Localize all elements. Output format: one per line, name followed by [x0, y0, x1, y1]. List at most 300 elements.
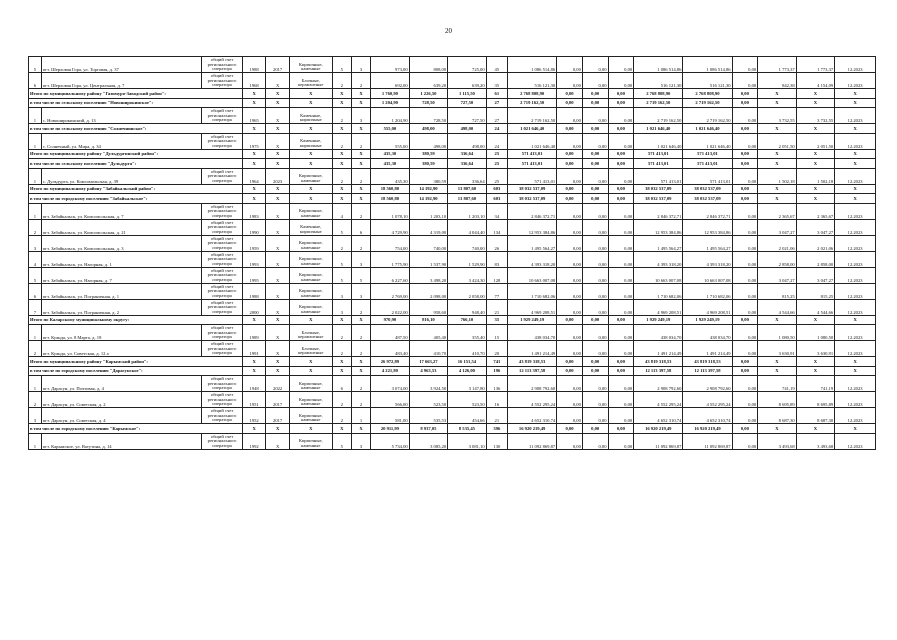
table-cell: 0,00	[732, 424, 758, 434]
table-cell: 21	[486, 299, 507, 315]
table-cell: 741,19	[758, 376, 797, 392]
table-cell: 3 493,68	[796, 433, 835, 449]
table-cell: 6 227,60	[371, 267, 410, 283]
table-row	[29, 376, 876, 392]
summary-row	[29, 159, 876, 169]
table-cell: 380,59	[409, 168, 448, 184]
table-cell: 0,00	[557, 133, 583, 149]
table-cell: 1964	[242, 168, 266, 184]
table-cell: 12.2023	[835, 73, 876, 89]
table-cell: X	[242, 357, 266, 367]
table-cell: 725,00	[448, 57, 487, 73]
summary-row	[29, 184, 876, 194]
table-cell: 15	[486, 325, 507, 341]
table-cell: 1975	[242, 133, 266, 149]
table-cell: X	[758, 357, 797, 367]
table-cell: 571 413,01	[508, 149, 557, 159]
summary-row	[29, 424, 876, 434]
table-cell: X	[266, 133, 290, 149]
table-cell: 1 021 646,40	[683, 133, 732, 149]
summary-label: в том числе по сельскому поселению "Солнечнинское":	[29, 124, 243, 134]
table-cell: X	[266, 235, 290, 251]
table-cell: X	[835, 366, 876, 376]
table-cell: 2	[29, 341, 42, 357]
table-cell: 13 807,60	[448, 194, 487, 204]
table-cell: 0,00	[582, 73, 608, 89]
table-cell: 6	[29, 73, 42, 89]
table-cell: 0,00	[557, 283, 583, 299]
table-cell: 0,00	[608, 341, 634, 357]
table-cell: 11 092 869,87	[683, 433, 732, 449]
table-cell: 1948	[242, 376, 266, 392]
table-cell: 0,00	[608, 283, 634, 299]
table-cell: 1952	[242, 408, 266, 424]
table-cell: X	[266, 108, 290, 124]
table-cell: 405,40	[409, 325, 448, 341]
table-cell: 523,50	[409, 392, 448, 408]
table-cell: 134	[486, 219, 507, 235]
table-cell: 26	[486, 235, 507, 251]
summary-label: в том числе по городскому поселению "Забайкальское":	[29, 194, 243, 204]
table-cell: Каменные, кирпичные	[289, 108, 332, 124]
table-cell: 0,00	[732, 184, 758, 194]
table-cell: общий счет регионального оператора	[202, 408, 243, 424]
table-cell: 438 034,70	[683, 325, 732, 341]
table-cell: 6	[332, 376, 351, 392]
table-cell: 0,00	[557, 98, 583, 108]
table-cell: 2	[332, 235, 351, 251]
table-cell: 0,00	[732, 341, 758, 357]
table-cell: 0,00	[732, 73, 758, 89]
table-cell: X	[758, 89, 797, 99]
table-cell: 3 732,55	[758, 108, 797, 124]
table-cell: 0,00	[732, 194, 758, 204]
table-cell: X	[835, 357, 876, 367]
table-cell: 3	[351, 433, 370, 449]
table-cell: 3	[351, 251, 370, 267]
table-cell: 8 937,05	[409, 424, 448, 434]
table-cell: 4 044,40	[448, 219, 487, 235]
table-row	[29, 325, 876, 341]
table-cell: 3 493,68	[758, 433, 797, 449]
table-cell: 0,00	[608, 424, 634, 434]
table-cell: 2000	[242, 299, 266, 315]
table-cell: 571 413,01	[508, 168, 557, 184]
table-cell: 571 413,01	[508, 159, 557, 169]
table-cell: пгт. Шерловая Гора, ул. Центральная, д. 7	[41, 73, 201, 89]
table-cell: общий счет регионального оператора	[202, 203, 243, 219]
table-cell: 0,00	[732, 89, 758, 99]
table-cell: 2	[332, 133, 351, 149]
table-cell: X	[289, 366, 332, 376]
table-cell: 603	[486, 194, 507, 204]
table-cell: X	[266, 89, 290, 99]
table-cell: X	[242, 89, 266, 99]
table-cell: 2	[29, 219, 42, 235]
table-cell: X	[266, 433, 290, 449]
table-cell: 1	[29, 133, 42, 149]
table-cell: 16 920 219,49	[683, 424, 732, 434]
table-cell: 0,00	[732, 408, 758, 424]
table-cell: 2 365,67	[758, 203, 797, 219]
table-cell: 0,00	[732, 98, 758, 108]
summary-row	[29, 357, 876, 367]
table-cell: 1 021 646,40	[508, 133, 557, 149]
table-cell: 0,00	[557, 376, 583, 392]
table-cell: 483,40	[371, 341, 410, 357]
table-cell: Блочные, керамзитные	[289, 325, 332, 341]
table-cell: 3 047,27	[758, 267, 797, 283]
table-cell: 0,00	[557, 267, 583, 283]
table-cell: 38 032 537,09	[508, 184, 557, 194]
table-cell: X	[266, 194, 290, 204]
table-row	[29, 408, 876, 424]
table-cell: 4 969 208,51	[683, 299, 732, 315]
table-cell: 77	[486, 283, 507, 299]
table-cell: 0,00	[608, 219, 634, 235]
table-cell: 0,00	[732, 168, 758, 184]
table-cell: 1995	[242, 267, 266, 283]
table-cell: 1	[351, 408, 370, 424]
table-row	[29, 392, 876, 408]
table-cell: общий счет регионального оператора	[202, 325, 243, 341]
table-cell: Каменные, кирпичные	[289, 219, 332, 235]
table-cell: X	[242, 194, 266, 204]
table-cell: X	[758, 159, 797, 169]
table-cell: 0,00	[557, 357, 583, 367]
table-cell: 12 113 397,58	[634, 366, 683, 376]
table-cell: 2 846 372,71	[508, 203, 557, 219]
table-cell: общий счет регионального оператора	[202, 251, 243, 267]
table-cell: 1 086 514,86	[683, 57, 732, 73]
table-cell: X	[332, 315, 351, 325]
table-cell: 11 092 869,87	[508, 433, 557, 449]
table-cell: 1 226,50	[409, 89, 448, 99]
table-cell: 487,50	[371, 325, 410, 341]
table-cell: 0,00	[732, 149, 758, 159]
table-cell: X	[289, 149, 332, 159]
table-cell: 4 652 310,74	[634, 408, 683, 424]
table-cell: X	[242, 98, 266, 108]
table-cell: 0,00	[732, 133, 758, 149]
table-cell: 1965	[242, 108, 266, 124]
table-cell: 5	[332, 57, 351, 73]
table-cell: Блочные, керамзитные	[289, 341, 332, 357]
table-cell: 4 969 208,51	[634, 299, 683, 315]
table-row	[29, 108, 876, 124]
table-cell: 2022	[266, 376, 290, 392]
table-cell: 3	[332, 283, 351, 299]
table-cell: Кирпичные, каменные	[289, 392, 332, 408]
table-cell: 8 535,45	[448, 424, 487, 434]
table-cell: 355,40	[448, 325, 487, 341]
table-cell: 5	[29, 267, 42, 283]
table-cell: 1 021 646,40	[634, 133, 683, 149]
table-cell: 0,00	[582, 433, 608, 449]
table-cell: 336,64	[448, 159, 487, 169]
summary-label: Итого по Каларскому муниципальному округу:	[29, 315, 243, 325]
table-cell: 2	[351, 299, 370, 315]
table-cell: 3 085,20	[409, 433, 448, 449]
table-cell: 948,40	[448, 299, 487, 315]
table-cell: 12.2023	[835, 325, 876, 341]
table-cell: 692,00	[371, 73, 410, 89]
table-cell: 128	[486, 267, 507, 283]
table-cell: X	[796, 357, 835, 367]
table-cell: 0,00	[608, 194, 634, 204]
table-cell: X	[266, 357, 290, 367]
table-cell: 0,00	[608, 267, 634, 283]
table-cell: 38 032 537,09	[634, 194, 683, 204]
table-cell: 38 032 537,09	[683, 194, 732, 204]
table-row	[29, 203, 876, 219]
table-cell: 498,00	[448, 124, 487, 134]
table-cell: 740,00	[448, 235, 487, 251]
table-cell: 1988	[242, 283, 266, 299]
table-cell: 2 908 792,60	[508, 376, 557, 392]
table-cell: 0,00	[732, 392, 758, 408]
table-cell: 2 908 792,60	[683, 376, 732, 392]
table-cell: X	[351, 315, 370, 325]
table-cell: 5	[351, 267, 370, 283]
table-cell: 0,00	[608, 235, 634, 251]
table-cell: X	[332, 424, 351, 434]
table-cell: 4 963,53	[409, 366, 448, 376]
table-cell: 741	[486, 357, 507, 367]
table-cell: 1983	[242, 203, 266, 219]
table-cell: 8 687,30	[796, 408, 835, 424]
table-cell: 4 652 310,74	[683, 408, 732, 424]
table-cell: 1 021 646,40	[683, 124, 732, 134]
table-cell: 0,00	[608, 133, 634, 149]
table-cell: X	[758, 424, 797, 434]
table-cell: 1	[29, 376, 42, 392]
table-cell: 4 393 318,20	[508, 251, 557, 267]
table-cell: 4 552 295,24	[634, 392, 683, 408]
table-cell: 0,00	[608, 108, 634, 124]
table-cell: 1	[29, 168, 42, 184]
table-cell: 3 047,27	[796, 219, 835, 235]
table-cell: 1993	[242, 251, 266, 267]
table-cell: 2 768 808,90	[508, 89, 557, 99]
table-cell: 1 491 214,49	[508, 341, 557, 357]
table-cell: 0,00	[557, 159, 583, 169]
table-cell: 3 147,80	[448, 376, 487, 392]
table-cell: 728,50	[409, 98, 448, 108]
table-cell: 0,00	[582, 57, 608, 73]
table-cell: 0,00	[557, 424, 583, 434]
table-cell: X	[266, 283, 290, 299]
table-cell: 0,00	[582, 408, 608, 424]
table-cell: 0,00	[608, 149, 634, 159]
table-cell: 0,00	[732, 299, 758, 315]
table-cell: 4 552 295,24	[683, 392, 732, 408]
summary-label: Итого по муниципальному району "Дульдургинский район":	[29, 149, 243, 159]
summary-label: в том числе по сельскому поселению "Дульдурга":	[29, 159, 243, 169]
table-cell: 0,00	[732, 357, 758, 367]
table-cell: 1989	[242, 325, 266, 341]
table-cell: 1 929 249,19	[683, 315, 732, 325]
table-cell: 18 560,80	[371, 194, 410, 204]
table-cell: пгт. Карымское, ул. Ватутина, д. 14	[41, 433, 201, 449]
table-cell: 1	[29, 433, 42, 449]
table-cell: 0,00	[557, 219, 583, 235]
table-cell: Кирпичные, каменные	[289, 267, 332, 283]
table-cell: 2017	[266, 392, 290, 408]
table-cell: с. Солнечный, ул. Мира, д. 34	[41, 133, 201, 149]
table-cell: 12.2023	[835, 283, 876, 299]
table-cell: Кирпичные, каменные	[289, 235, 332, 251]
table-cell: X	[835, 149, 876, 159]
table-cell: 0,00	[557, 149, 583, 159]
table-cell: 1 929 249,19	[508, 315, 557, 325]
summary-row	[29, 194, 876, 204]
table-cell: 0,00	[557, 168, 583, 184]
table-cell: X	[266, 124, 290, 134]
table-cell: общий счет регионального оператора	[202, 133, 243, 149]
table-cell: 555,00	[371, 133, 410, 149]
table-cell: 0,00	[582, 108, 608, 124]
table-cell: 0,00	[608, 57, 634, 73]
table-cell: 4 393 318,20	[634, 251, 683, 267]
table-cell: X	[332, 98, 351, 108]
table-cell: 0,00	[608, 124, 634, 134]
table-cell: 0,00	[582, 133, 608, 149]
table-row	[29, 219, 876, 235]
table-cell: пгт. Куанда, ул. Советская, д. 12 а	[41, 341, 201, 357]
table-cell: 435,30	[371, 159, 410, 169]
table-cell: 0,00	[557, 235, 583, 251]
table-cell: общий счет регионального оператора	[202, 283, 243, 299]
table-cell: 0,00	[582, 159, 608, 169]
table-cell: 5	[29, 57, 42, 73]
table-cell: X	[758, 194, 797, 204]
table-cell: X	[266, 203, 290, 219]
table-row	[29, 251, 876, 267]
table-cell: 0,00	[732, 325, 758, 341]
table-cell: 754,00	[371, 235, 410, 251]
table-cell: 498,00	[409, 124, 448, 134]
table-cell: Блочные, керамзитные	[289, 73, 332, 89]
table-cell: 20 911,99	[371, 424, 410, 434]
table-cell: X	[351, 366, 370, 376]
table-cell: X	[242, 124, 266, 134]
table-cell: X	[796, 159, 835, 169]
table-cell: 1959	[242, 235, 266, 251]
table-cell: X	[242, 366, 266, 376]
table-cell: 581,00	[371, 408, 410, 424]
table-cell: 1 502,18	[758, 168, 797, 184]
table-cell: 0,00	[557, 325, 583, 341]
table-cell: 0,00	[732, 108, 758, 124]
table-cell: 25	[486, 168, 507, 184]
table-cell: 16 920 219,49	[508, 424, 557, 434]
table-cell: X	[266, 315, 290, 325]
table-cell: 6	[351, 219, 370, 235]
table-cell: X	[289, 184, 332, 194]
table-cell: 2 021,06	[758, 235, 797, 251]
table-cell: 1 203,10	[448, 203, 487, 219]
capital-repair-register-table	[28, 56, 876, 450]
table-cell: X	[332, 184, 351, 194]
table-cell: 3 081,10	[448, 433, 487, 449]
table-cell: 12.2023	[835, 408, 876, 424]
table-cell: X	[835, 315, 876, 325]
table-cell: 8 687,30	[758, 408, 797, 424]
table-cell: 2 719 162,50	[508, 108, 557, 124]
table-cell: 0,00	[608, 159, 634, 169]
table-cell: 1992	[242, 433, 266, 449]
table-cell: 1 710 682,06	[683, 283, 732, 299]
table-cell: 1968	[242, 73, 266, 89]
table-cell: 1 495 564,27	[683, 235, 732, 251]
table-cell: 4 969 208,51	[508, 299, 557, 315]
table-cell: 958,60	[409, 299, 448, 315]
table-cell: 1 086 514,86	[634, 57, 683, 73]
table-cell: 1 021 646,40	[634, 124, 683, 134]
table-cell: 12.2023	[835, 392, 876, 408]
table-cell: 435,30	[371, 149, 410, 159]
table-cell: Кирпичные, каменные	[289, 203, 332, 219]
table-cell: 0,00	[582, 299, 608, 315]
table-cell: 498,00	[409, 133, 448, 149]
table-cell: 12.2023	[835, 203, 876, 219]
table-cell: X	[289, 124, 332, 134]
table-cell: 3 732,55	[796, 108, 835, 124]
table-cell: 728,50	[409, 108, 448, 124]
table-cell: 2	[332, 108, 351, 124]
table-cell: пгт. Забайкальск, ул. Комсомольская, д. 3	[41, 235, 201, 251]
table-cell: 25	[486, 159, 507, 169]
table-cell: 4 154,09	[796, 73, 835, 89]
table-cell: 1951	[242, 392, 266, 408]
table-cell: 0,00	[732, 235, 758, 251]
table-cell: 1 491 214,49	[634, 341, 683, 357]
table-cell: X	[835, 159, 876, 169]
table-cell: 2	[351, 73, 370, 89]
table-cell: 0,00	[582, 424, 608, 434]
table-cell: Кирпичные, каменные	[289, 168, 332, 184]
table-cell: 14 192,90	[409, 184, 448, 194]
table-cell: 2 858,00	[758, 251, 797, 267]
table-cell: 4	[332, 203, 351, 219]
table-cell: 0,00	[732, 251, 758, 267]
table-cell: 0,00	[582, 149, 608, 159]
table-cell: 4 319,00	[409, 219, 448, 235]
table-cell: 11 092 869,87	[634, 433, 683, 449]
table-cell: 535,53	[409, 408, 448, 424]
table-cell: 1 710 682,06	[508, 283, 557, 299]
table-cell: 3 924,50	[409, 376, 448, 392]
table-cell: X	[242, 184, 266, 194]
table-cell: 2017	[266, 57, 290, 73]
table-cell: 1 929 249,19	[634, 315, 683, 325]
table-cell: X	[351, 124, 370, 134]
table-cell: X	[758, 184, 797, 194]
table-cell: 0,00	[557, 108, 583, 124]
table-cell: 35	[486, 315, 507, 325]
table-cell: X	[796, 98, 835, 108]
table-cell: 2	[351, 325, 370, 341]
table-cell: X	[835, 194, 876, 204]
table-cell: пгт. Забайкальск, ул. Комсомольская, д. 21	[41, 219, 201, 235]
table-cell: 3 424,30	[448, 267, 487, 283]
table-cell: X	[332, 194, 351, 204]
table-cell: 0,00	[608, 251, 634, 267]
table-row	[29, 133, 876, 149]
table-cell: 12.2023	[835, 235, 876, 251]
table-cell: 0,00	[732, 203, 758, 219]
